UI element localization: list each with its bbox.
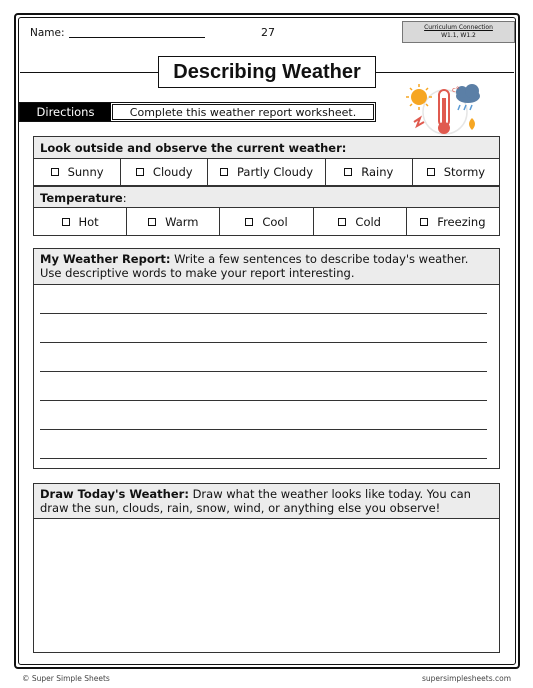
option-rainy[interactable] [326,159,413,185]
name-input-line[interactable] [69,28,205,38]
option-label: Cool [262,214,288,229]
option-label: Rainy [361,165,394,179]
temperature-heading-text: Temperature [40,191,123,205]
option-cool[interactable] [220,208,313,235]
option-cloudy[interactable] [121,159,208,185]
weather-thermometer-sun-cloud-icon [402,82,488,138]
option-hot[interactable] [34,208,127,235]
option-label: Freezing [437,214,486,229]
report-heading [34,249,499,285]
temperature-heading-colon: : [122,191,127,205]
writing-lines[interactable] [34,285,499,459]
directions-text: Complete this weather report worksheet. [112,104,374,120]
option-stormy[interactable] [413,159,499,185]
writing-line[interactable] [40,430,487,459]
checkbox-icon[interactable] [338,218,346,226]
writing-line[interactable] [40,372,487,401]
writing-line[interactable] [40,285,487,314]
option-freezing[interactable] [407,208,499,235]
weather-options-row [34,159,499,186]
curriculum-connection-box [402,21,515,43]
option-label: Cloudy [152,165,193,179]
temperature-heading [34,186,499,208]
writing-line[interactable] [40,401,487,430]
checkbox-icon[interactable] [136,168,144,176]
worksheet-title-text: Describing Weather [173,60,361,83]
draw-weather-section [33,483,500,653]
observe-heading [34,137,499,159]
footer-website: supersimplesheets.com [421,674,511,683]
report-heading-text: Write a few sentences to describe today's weather. Use descriptive words to make your report interesting. [40,252,469,280]
curriculum-codes: W1.1, W1.2 [441,32,476,39]
option-cold[interactable] [314,208,407,235]
weather-report-section [33,248,500,469]
directions-label: Directions [20,103,111,121]
name-field [30,27,205,39]
footer-copyright: © Super Simple Sheets [22,674,110,683]
option-sunny[interactable] [34,159,121,185]
option-label: Stormy [443,165,486,179]
checkbox-icon[interactable] [245,218,253,226]
checkbox-icon[interactable] [420,218,428,226]
writing-line[interactable] [40,314,487,343]
option-label: Warm [165,214,199,229]
temperature-options-row [34,208,499,235]
draw-heading [34,484,499,519]
option-label: Partly Cloudy [237,165,314,179]
checkbox-icon[interactable] [148,218,156,226]
observe-heading-text: Look outside and observe the current weather: [40,141,347,155]
curriculum-connection-title: Curriculum Connection [424,24,493,31]
writing-line[interactable] [40,343,487,372]
option-warm[interactable] [127,208,220,235]
draw-heading-bold: Draw Today's Weather: [40,487,189,501]
option-partly-cloudy[interactable] [208,159,325,185]
directions-bar [19,102,376,122]
checkbox-icon[interactable] [51,168,59,176]
draw-heading-text: Draw what the weather looks like today. You can draw the sun, clouds, rain, snow, wind, or anything else you observe! [40,487,471,515]
option-label: Cold [355,214,381,229]
svg-text:c°: c° [452,86,460,94]
drawing-area[interactable] [34,519,499,652]
option-label: Sunny [67,165,104,179]
option-label: Hot [78,214,99,229]
checkbox-icon[interactable] [62,218,70,226]
worksheet-title [158,56,376,88]
page-number: 27 [261,26,275,39]
checkbox-icon[interactable] [220,168,228,176]
observation-table [33,136,500,236]
checkbox-icon[interactable] [344,168,352,176]
report-heading-bold: My Weather Report: [40,252,171,266]
checkbox-icon[interactable] [427,168,435,176]
name-label: Name: [30,27,65,39]
